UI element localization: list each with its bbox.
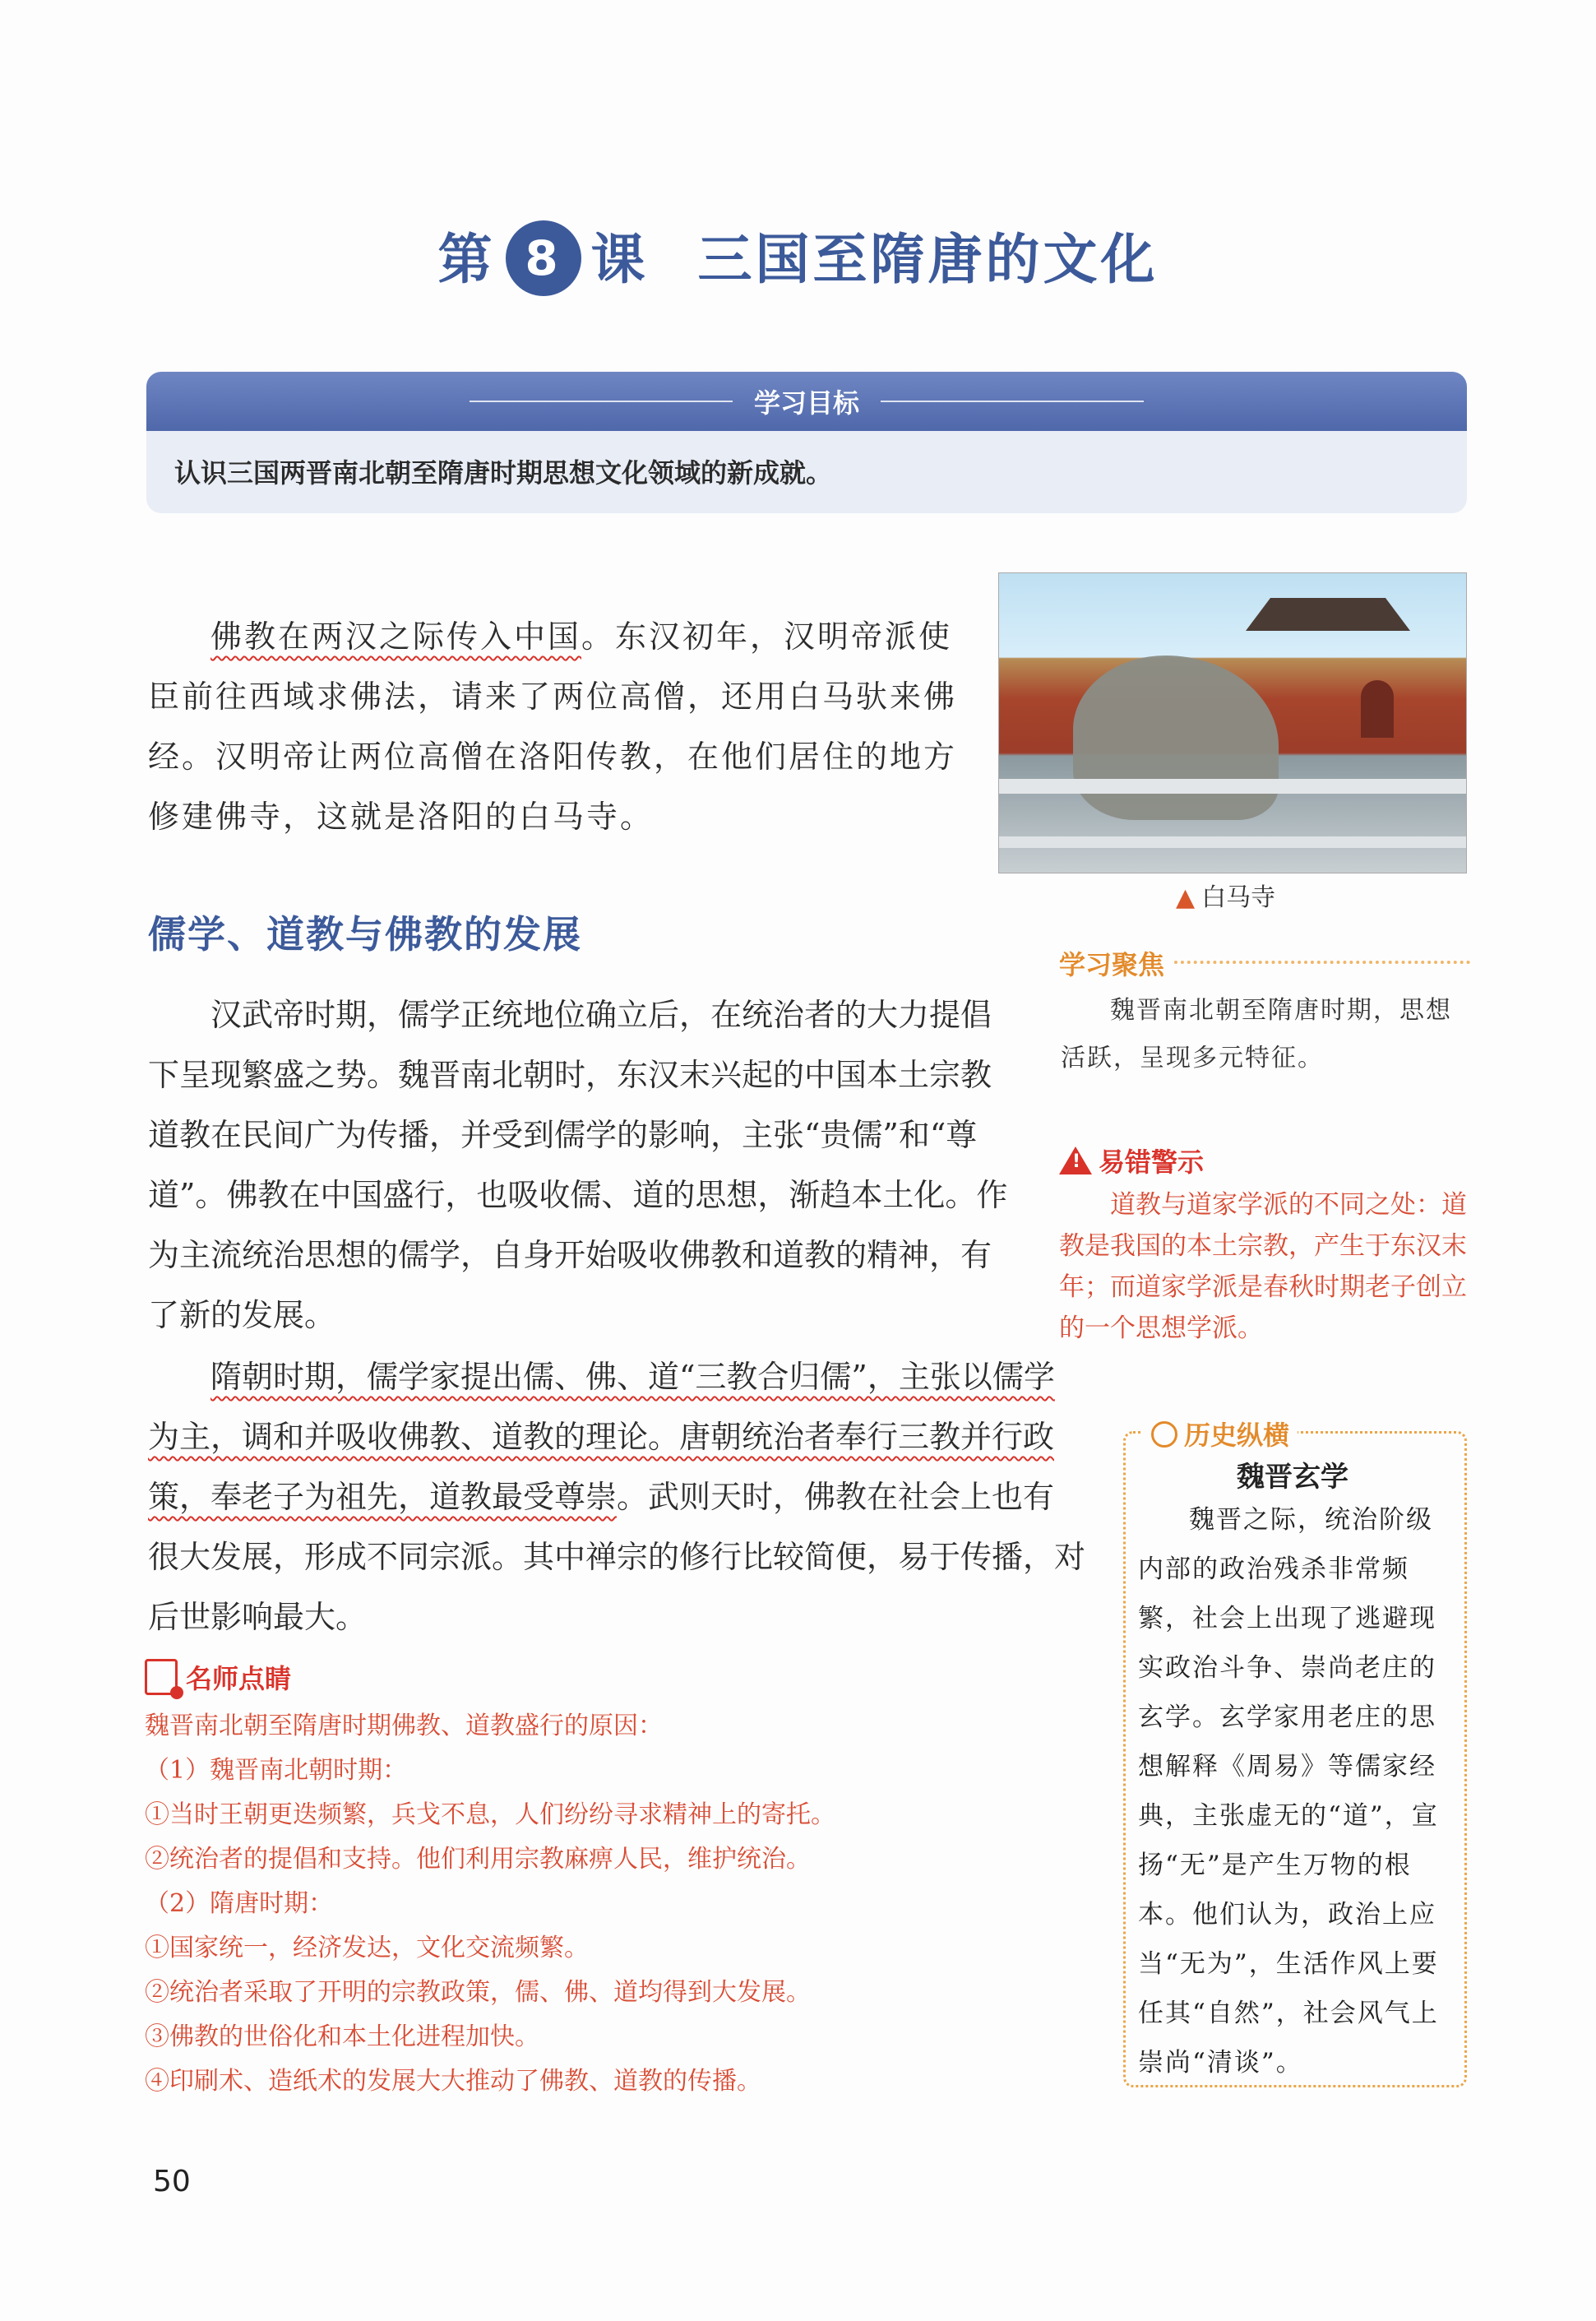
warning-header: ! 易错警示 xyxy=(1059,1142,1204,1179)
history-title: 魏晋玄学 xyxy=(1237,1461,1349,1494)
teacher-tip-line: ③佛教的世俗化和本土化进程加快。 xyxy=(145,2022,539,2051)
focus-header: 学习聚焦 xyxy=(1059,949,1165,980)
teacher-tip-line: 魏晋南北朝至隋唐时期佛教、道教盛行的原因： xyxy=(145,1712,663,1740)
focus-text: 魏晋南北朝至隋唐时期，思想活跃，呈现多元特征。 xyxy=(1061,996,1452,1072)
notes-icon xyxy=(145,1659,178,1695)
teacher-tip-line: ②统治者采取了开明的宗教政策，儒、佛、道均得到大发展。 xyxy=(145,1978,811,2007)
triangle-icon: ▲ xyxy=(1176,883,1196,912)
teacher-tip-line: ④印刷术、造纸术的发展大大推动了佛教、道教的传播。 xyxy=(145,2067,761,2096)
photo-caption: ▲ 白马寺 xyxy=(1176,883,1276,912)
objective-text: 认识三国两晋南北朝至隋唐时期思想文化领域的新成就。 xyxy=(174,457,833,489)
lesson-number-badge: 8 xyxy=(506,220,581,296)
objective-header-bar xyxy=(146,372,1467,431)
lesson-prefix: 第 xyxy=(437,228,496,291)
section-title: 儒学、道教与佛教的发展 xyxy=(148,912,582,957)
section-paragraph-2 xyxy=(148,1347,1085,1647)
teacher-tips-header: 名师点睛 xyxy=(145,1658,291,1696)
compass-icon xyxy=(1151,1421,1177,1448)
focus-divider xyxy=(1174,961,1470,964)
page-number: 50 xyxy=(153,2165,191,2198)
para2-rest: 。武则天时，佛教在社会上也有很大发展，形成不同宗派。其中禅宗的修行比较简便，易于传播，对后世影响最大。 xyxy=(148,1479,1086,1635)
lesson-suffix: 课 xyxy=(590,228,649,291)
warning-text: 道教与道家学派的不同之处：道教是我国的本土宗教，产生于东汉末年；而道家学派是春秋时期老子创立的一个思想学派。 xyxy=(1059,1190,1467,1343)
teacher-tip-line: ①当时王朝更迭频繁，兵戈不息，人们纷纷寻求精神上的寄托。 xyxy=(145,1800,835,1829)
intro-rest: 。东汉初年，汉明帝派使臣前往西域求佛法，请来了两位高僧，还用白马驮来佛经。汉明帝让两位高僧在洛阳传教，在他们居住的地方修建佛寺，这就是洛阳的白马寺。 xyxy=(148,618,958,835)
intro-paragraph xyxy=(148,607,962,847)
objective-header: 学习目标 xyxy=(753,387,859,419)
stone-horse-statue xyxy=(1073,656,1279,820)
history-header: 历史纵横 xyxy=(1143,1415,1298,1452)
section-paragraph-1: 汉武帝时期，儒学正统地位确立后，在统治者的大力提倡下呈现繁盛之势。魏晋南北朝时，东汉末兴起的中国本土宗教道教在民间广为传播，并受到儒学的影响，主张“贵儒”和“尊道”。佛教在中国盛行，也吸收儒、道的思想，渐趋本土化。作为主流统治思想的儒学，自身开始吸收佛教和道教的精神，有了新的发展。 xyxy=(148,997,1008,1333)
lesson-name: 三国至隋唐的文化 xyxy=(697,228,1159,291)
teacher-tips-list xyxy=(145,1704,1066,2104)
warning-icon xyxy=(1059,1147,1092,1174)
teacher-tip-line: （2）隋唐时期： xyxy=(145,1889,334,1918)
teacher-tip-line: ②统治者的提倡和支持。他们利用宗教麻痹人民，维护统治。 xyxy=(145,1845,811,1874)
baima-temple-photo xyxy=(998,572,1467,873)
teacher-tip-line: （1）魏晋南北朝时期： xyxy=(145,1756,408,1785)
intro-underlined: 佛教在两汉之际传入中国 xyxy=(210,618,582,655)
history-text: 魏晋之际，统治阶级内部的政治残杀非常频繁，社会上出现了逃避现实政治斗争、崇尚老庄的玄学。玄学家用老庄的思想解释《周易》等儒家经典，主张虚无的“道”，宣扬“无”是产生万物的根本。他们认为，政治上应当“无为”，生活作风上要任其“自然”，社会风气上崇尚“清谈”。 xyxy=(1138,1505,1439,2078)
para2-underlined: 隋朝时期，儒学家提出儒、佛、道“三教合归儒”，主张以儒学为主，调和并吸收佛教、道教的理论。唐朝统治者奉行三教并行政策，奉老子为祖先，道教最受尊崇 xyxy=(148,1359,1055,1515)
teacher-tip-line: ①国家统一，经济发达，文化交流频繁。 xyxy=(145,1934,589,1962)
learning-objective-box xyxy=(146,372,1467,513)
lesson-title xyxy=(0,215,1596,301)
